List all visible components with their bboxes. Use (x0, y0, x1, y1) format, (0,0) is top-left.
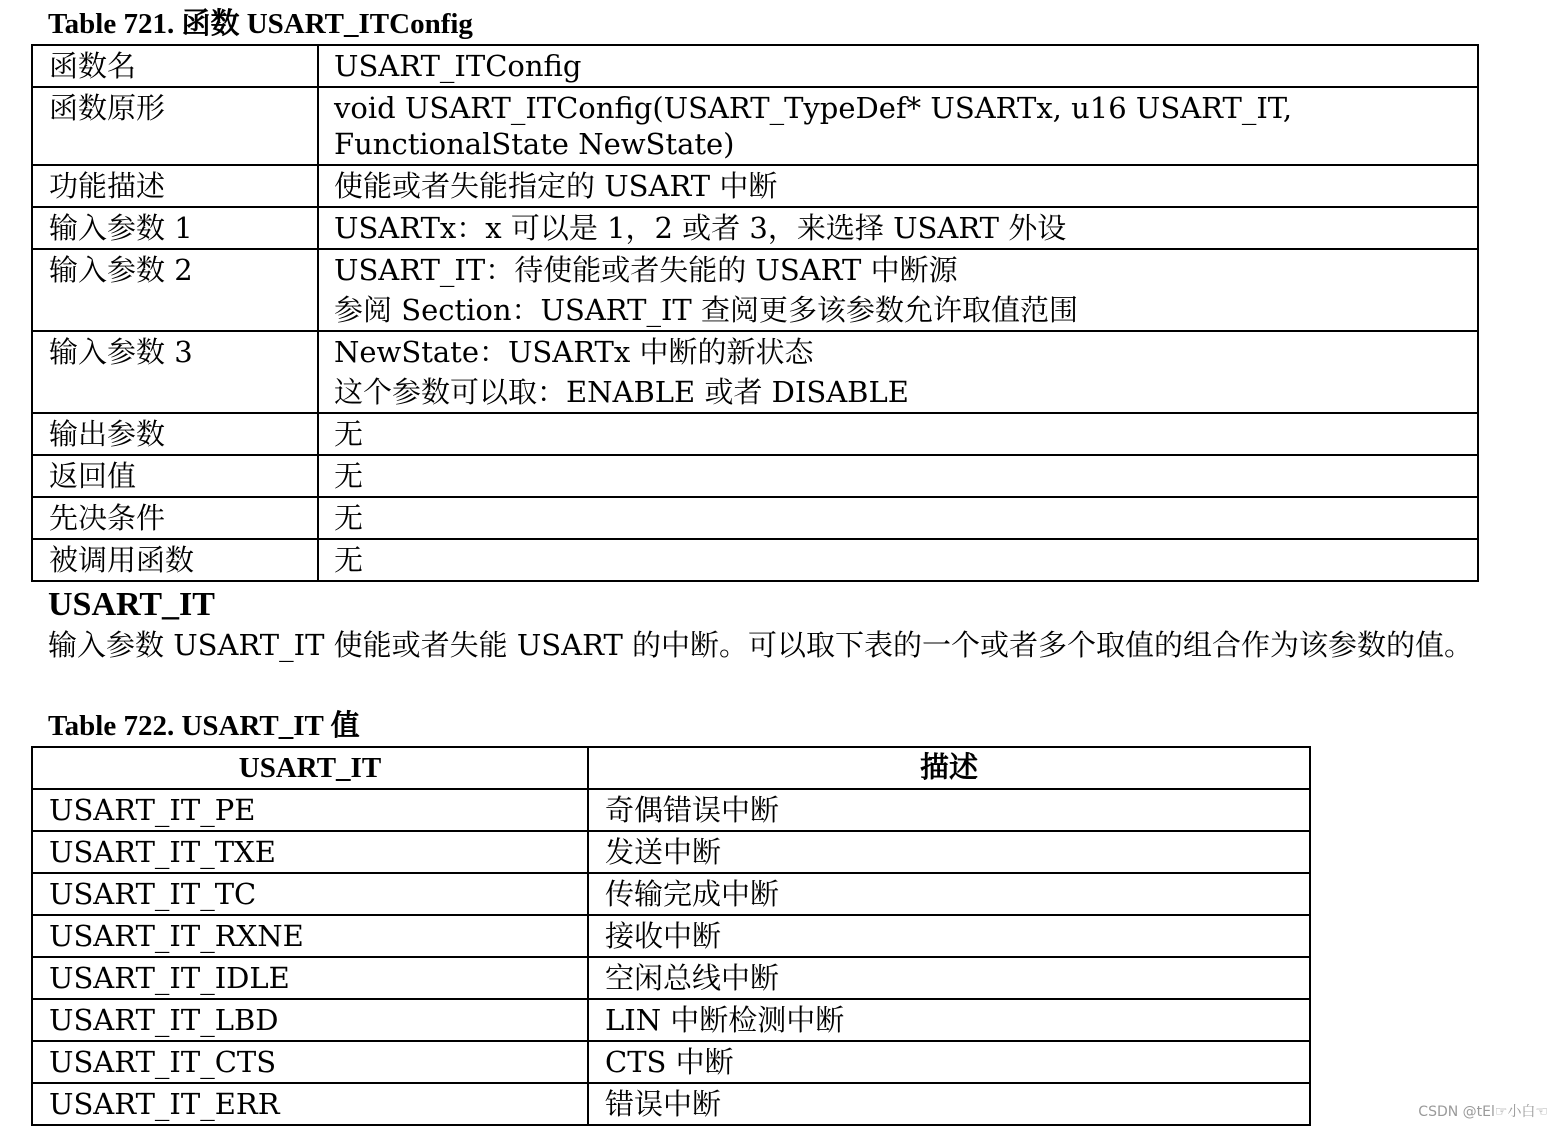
table-row (32, 165, 1478, 207)
flag-description: 错误中断 (588, 1083, 1310, 1125)
table-row (32, 915, 1310, 957)
flag-name: USART_IT_ERR (32, 1083, 588, 1125)
row-value: 无 (318, 497, 1478, 539)
section-heading: USART_IT (48, 586, 215, 623)
table-row (32, 455, 1478, 497)
row-label: 功能描述 (32, 165, 318, 207)
usart-it-values-table (31, 746, 1311, 1126)
table-row (32, 539, 1478, 581)
row-value: USARTx：x 可以是 1，2 或者 3，来选择 USART 外设 (318, 207, 1478, 249)
section-body: 输入参数 USART_IT 使能或者失能 USART 的中断。可以取下表的一个或者多个取值的组合作为该参数的值。 (48, 628, 1474, 662)
table-row (32, 831, 1310, 873)
table-row (32, 45, 1478, 87)
table-row (32, 497, 1478, 539)
row-label: 返回值 (32, 455, 318, 497)
table-row (32, 331, 1478, 413)
flag-description: 空闲总线中断 (588, 957, 1310, 999)
row-label: 输入参数 1 (32, 207, 318, 249)
column-header-description: 描述 (588, 747, 1310, 789)
table-row (32, 249, 1478, 331)
flag-name: USART_IT_RXNE (32, 915, 588, 957)
table-row (32, 873, 1310, 915)
row-value: USART_ITConfig (318, 45, 1478, 87)
table-row (32, 87, 1478, 165)
flag-name: USART_IT_LBD (32, 999, 588, 1041)
table-721-caption: Table 721. 函数 USART_ITConfig (48, 8, 473, 40)
flag-description: 接收中断 (588, 915, 1310, 957)
row-value: 无 (318, 455, 1478, 497)
row-label: 函数原形 (32, 87, 318, 165)
flag-name: USART_IT_TXE (32, 831, 588, 873)
table-row (32, 999, 1310, 1041)
table-row (32, 957, 1310, 999)
table-722-caption: Table 722. USART_IT 值 (48, 710, 360, 742)
flag-name: USART_IT_TC (32, 873, 588, 915)
row-value: 使能或者失能指定的 USART 中断 (318, 165, 1478, 207)
row-value: 无 (318, 539, 1478, 581)
table-row (32, 1083, 1310, 1125)
row-value: NewState：USARTx 中断的新状态 这个参数可以取：ENABLE 或者 DISABLE (318, 331, 1478, 413)
table-row (32, 789, 1310, 831)
flag-name: USART_IT_IDLE (32, 957, 588, 999)
row-label: 输入参数 3 (32, 331, 318, 413)
row-label: 函数名 (32, 45, 318, 87)
flag-name: USART_IT_PE (32, 789, 588, 831)
table-header-row (32, 747, 1310, 789)
row-value: void USART_ITConfig(USART_TypeDef* USARTx, u16 USART_IT, FunctionalState NewState) (318, 87, 1478, 165)
row-label: 被调用函数 (32, 539, 318, 581)
flag-description: 发送中断 (588, 831, 1310, 873)
flag-description: LIN 中断检测中断 (588, 999, 1310, 1041)
row-value: 无 (318, 413, 1478, 455)
flag-name: USART_IT_CTS (32, 1041, 588, 1083)
row-label: 先决条件 (32, 497, 318, 539)
row-label: 输出参数 (32, 413, 318, 455)
table-row (32, 413, 1478, 455)
column-header-usart-it: USART_IT (32, 747, 588, 789)
csdn-watermark: CSDN @tEl☞小白☜ (1418, 1104, 1548, 1120)
row-value: USART_IT：待使能或者失能的 USART 中断源 参阅 Section：USART_IT 查阅更多该参数允许取值范围 (318, 249, 1478, 331)
table-row (32, 207, 1478, 249)
flag-description: CTS 中断 (588, 1041, 1310, 1083)
usart-itconfig-table (31, 44, 1479, 582)
row-label: 输入参数 2 (32, 249, 318, 331)
table-row (32, 1041, 1310, 1083)
flag-description: 奇偶错误中断 (588, 789, 1310, 831)
flag-description: 传输完成中断 (588, 873, 1310, 915)
